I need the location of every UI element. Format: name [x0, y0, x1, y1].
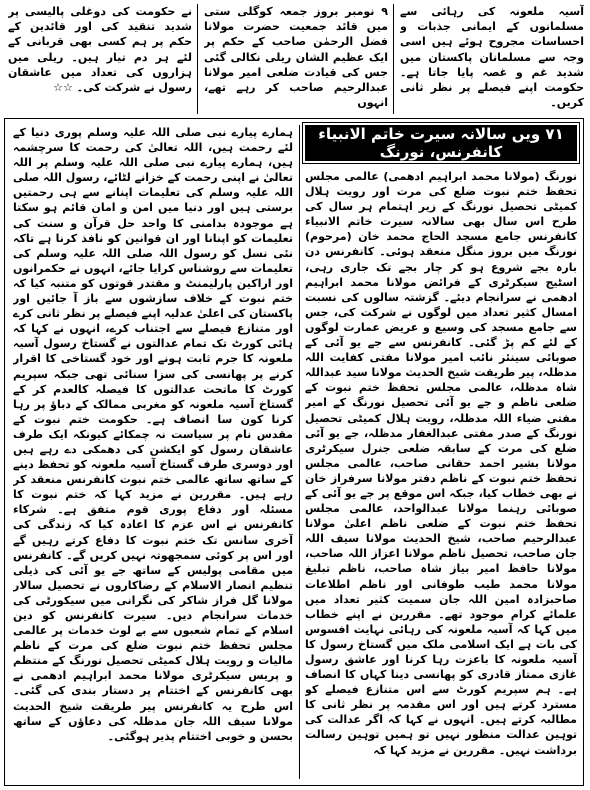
top-continued-columns	[6, 4, 584, 114]
article-column-right	[305, 169, 577, 779]
column-divider	[197, 4, 198, 114]
top-column-3	[8, 4, 192, 114]
top-column-1-text: آسیہ ملعونہ کی رہائی سے مسلمانوں کے ایمانی جذبات و احساسات مجروح ہوئے ہیں اسی وجہ سے مسلمانان پاکستان میں شدید غم و غصہ پایا جاتا ہے۔ حکومت اپنے فیصلے پر نظر ثانی کریں۔	[400, 5, 584, 110]
article-body-left: ہمارے پیارے نبی صلی اللہ علیہ وسلم پوری دنیا کے لئے رحمت ہیں، اللہ تعالیٰ کی رحمت کا سرچشمہ ہیں، ہمارے پیارے نبی صلی اللہ علیہ وسلم پر اللہ تعالیٰ نے اپنی رحمت کے خزانے لٹائے، رسول اللہ صلی اللہ علیہ وسلم کی تعلیمات اپنانے سے ہی رحمتیں برستی ہیں اور دنیا میں امن و امان قائم ہو سکتا ہے موجودہ بدامنی کا واحد حل قرآن و سنت کی تعلیمات کو اپنانا اور ان قوانین کو نافذ کرنا ہے تاکہ نئی نسل کو رسول اللہ صلی اللہ علیہ وسلم کی تعلیمات سے روشناس کرایا جائے، انہوں نے حکمرانوں اور اراکین پارلیمنٹ و مقتدر قوتوں کو متنبہ کیا کہ ختم نبوت کے خلاف سازشوں سے باز آ جائیں اور پاکستان کی اعلیٰ عدلیہ اپنے فیصلے پر نظر ثانی کرے اور متنازع فیصلے سے اجتناب کرے، انہوں نے کہا کہ ہائی کورٹ تک تمام عدالتوں نے گستاخ رسول آسیہ ملعونہ کا جرم ثابت ہونے اور خود گستاخی کا اقرار کرنے پر پھانسی کی سزا سنائی تھی جبکہ سپریم کورٹ کا ماتحت عدالتوں کا فیصلہ کالعدم کر کے گستاخ آسیہ ملعونہ کو مغربی ممالک کے دباؤ پر رہا کرنا کون سا انصاف ہے۔ حکومت ختم نبوت کے مقدس نام پر سیاست نہ چمکائے کیونکہ ایک طرف عاشقان رسول کو ایکشن کی دھمکی دے رہے ہیں اور دوسری طرف گستاخ آسیہ ملعونہ کو تحفظ دینے کے ساتھ ساتھ عالمی ختم نبوت کانفرنس منعقد کر رہے ہیں۔ مقررین نے مزید کہا کہ ختم نبوت کا مسئلہ اور دفاع پوری قوم متفق ہے۔ شرکاء کانفرنس نے اس عزم کا اعادہ کیا کہ زندگی کی آخری سانس تک ختم نبوت کا دفاع کرتے رہیں گے اور اس پر کوئی سمجھوتہ نہیں کریں گے۔ کانفرنس میں مقامی پولیس کے ساتھ جے یو آئی کی ذیلی تنظیم انصار الاسلام کے رضاکاروں نے تحصیل سالار مولانا گل فراز شاکر کی نگرانی میں سیکورٹی کی خدمات سرانجام دیں۔ سیرت کانفرنس کو دین اسلام کے تمام شعبوں سے بے لوث خدمات پر عالمی مجلس تحفظ ختم نبوت ضلع کی مرت کے ناظم مالیات و رویت ہلال کمیٹی تحصیل نورنگ کے منتظم و پریس سیکرٹری مولانا محمد ابراہیم ادھمی نے بھی کانفرنس کے اختتام پر دستار بندی کی گئی۔ اس طرح یہ کانفرنس پیر طریقت شیخ الحدیث مولانا سیف اللہ جان مدظلہ کی دعاؤں کے ساتھ بحسن و خوبی اختتام پذیر ہوگئی۔	[13, 126, 293, 743]
article-headline: ۷۱ ویں سالانہ سیرت خاتم الانبیاء کانفرنس، نورنگ	[305, 125, 577, 161]
top-column-3-text: نے حکومت کی دوغلی پالیسی پر شدید تنقید کی اور قائدین کے حکم پر ہم کسی بھی قربانی کے لئے ہر دم تیار ہیں۔ ریلی میں ہزاروں کی تعداد میں عاشقان رسول نے شرکت کی۔ ☆☆	[8, 5, 192, 95]
column-divider	[299, 125, 300, 779]
article-frame	[4, 118, 584, 786]
article-body-right: نورنگ (مولانا محمد ابراہیم ادھمی) عالمی مجلس تحفظ ختم نبوت ضلع کی مرت اور رویت ہلال کمیٹی تحصیل نورنگ کے زیر اہتمام ہر سال کی طرح اس سال بھی سالانہ سیرت خاتم الانبیاء کانفرنس جامع مسجد الحاج محمد خان (مرحوم) نورنگ میں بروز منگل منعقد ہوئی۔ کانفرنس دن بارہ بجے شروع ہو کر چار بجے تک جاری رہی، اسٹیج سیکرٹری کے فرائض مولانا محمد ابراہیم ادھمی نے سرانجام دیئے۔ گزشتہ سالوں کی نسبت امسال کثیر تعداد میں لوگوں نے شرکت کی، جس سے جامع مسجد کی وسیع و عریض عمارت لوگوں کے لئے کم پڑ گئی۔ کانفرنس سے جے یو آئی کے صوبائی سینئر نائب امیر مولانا مفتی کفایت اللہ مدظلہ، پیر طریقت شیخ الحدیث مولانا سید عبداللہ شاہ مدظلہ، عالمی مجلس تحفظ ختم نبوت کے ضلعی ناظم و جے یو آئی تحصیل نورنگ کے امیر مفتی ضیاء اللہ مدظلہ، رویت ہلال کمیٹی تحصیل نورنگ کے صدر مفتی عبدالغفار مدظلہ، جے یو آئی ضلع کی مرت کے سابقہ ضلعی جنرل سیکرٹری مولانا بشیر احمد حقانی صاحب، عالمی مجلس تحفظ ختم نبوت کے ناظم دفتر مولانا سرفراز خان نے بھی خطاب کیا، جبکہ اس موقع پر جے یو آئی کے صوبائی رہنما مولانا عبدالواحد، عالمی مجلس تحفظ ختم نبوت کے ضلعی ناظم اعلیٰ مولانا عبدالرحیم صاحب، شیخ الحدیث مولانا سیف اللہ جان صاحب، تحصیل ناظم مولانا اعزاز اللہ صاحب، مولانا حافظ امیر بیاز شاہ صاحب، ناظم تبلیغ مولانا محمد طیب طوفانی اور ناظم اطلاعات صاحبزادہ امین اللہ جان سمیت کثیر تعداد میں علمائے کرام موجود تھے۔ مقررین نے اپنے خطاب میں کہا کہ آسیہ ملعونہ کی رہائی نہایت افسوس کی بات ہے ایک اسلامی ملک میں گستاخ رسول کا آسیہ ملعونہ کا باعزت رہا کرنا اور عاشق رسول غازی ممتاز قادری کو پھانسی دینا کہاں کا انصاف ہے۔ ہم سپریم کورٹ سے اس متنازع فیصلے کو مسترد کرتے ہیں اور اس مقدمہ پر نظر ثانی کا مطالبہ کرتے ہیں۔ انہوں نے کہا کہ اگر عدالت کی توہین عدالت منظور نہیں تو ہمیں توہین رسالت برداشت نہیں۔ مقررین نے مزید کہا کہ	[305, 170, 577, 757]
column-divider	[393, 4, 394, 114]
article-column-left	[13, 125, 293, 779]
top-column-2-text: ۹ نومبر بروز جمعہ کوگلی ستی میں قائد جمعیت حضرت مولانا فضل الرحمٰن صاحب کے حکم پر ایک عظیم الشان ریلی نکالی گئی جس کی قیادت ضلعی امیر مولانا عبدالرحیم صاحب کر رہے تھے، انہوں	[204, 5, 388, 110]
top-column-1	[400, 4, 584, 114]
top-column-2	[204, 4, 388, 114]
